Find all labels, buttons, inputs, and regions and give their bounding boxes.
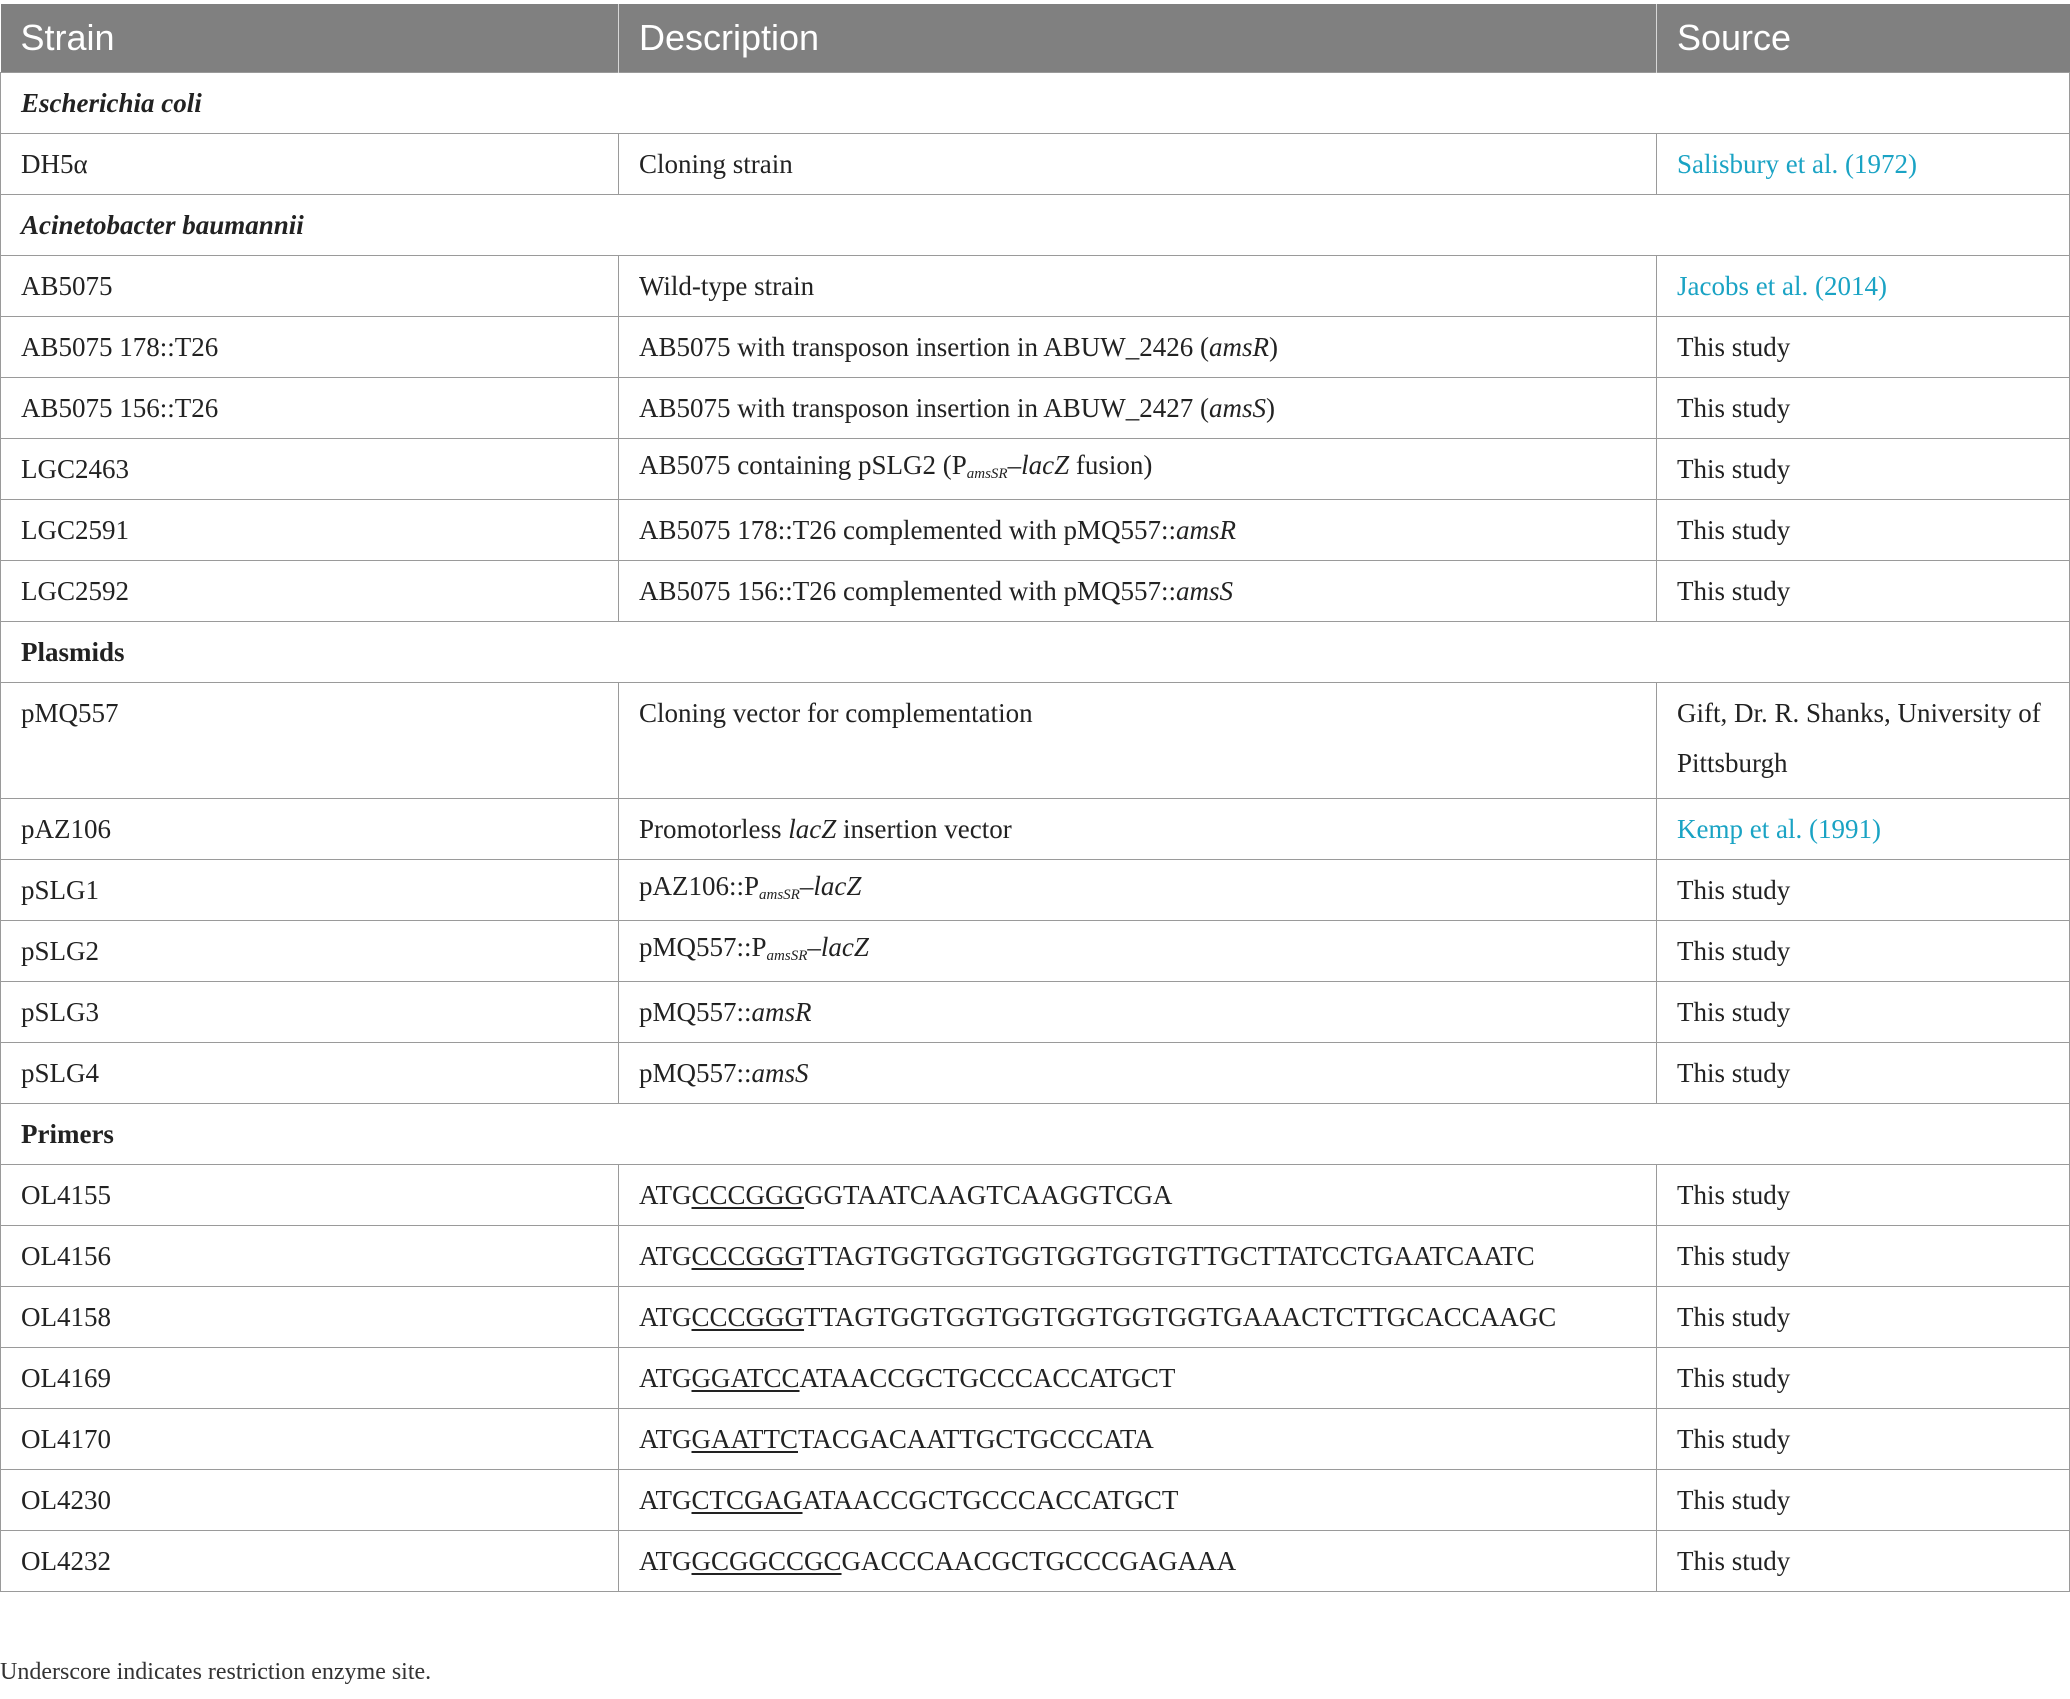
sequence-prefix: ATG <box>639 1241 692 1271</box>
strain-cell: LGC2591 <box>1 500 619 561</box>
section-row-abaumannii <box>1 195 2070 256</box>
table-row <box>1 860 2070 921</box>
sequence-suffix: ATAACCGCTGCCCACCATGCT <box>799 1363 1176 1393</box>
sequence-cell <box>619 1470 1657 1531</box>
description-cell <box>619 982 1657 1043</box>
section-title: Acinetobacter baumannii <box>1 195 2070 256</box>
table-row <box>1 134 2070 195</box>
sequence-suffix: TACGACAATTGCTGCCCATA <box>798 1424 1154 1454</box>
source-cell: This study <box>1657 1165 2070 1226</box>
section-title: Primers <box>1 1104 2070 1165</box>
source-cell: This study <box>1657 1348 2070 1409</box>
section-row-ecoli <box>1 73 2070 134</box>
description-cell <box>619 317 1657 378</box>
source-cell: This study <box>1657 982 2070 1043</box>
table-row <box>1 1226 2070 1287</box>
description-cell <box>619 439 1657 500</box>
source-cell: This study <box>1657 1531 2070 1592</box>
table-row <box>1 256 2070 317</box>
sequence-cell <box>619 1409 1657 1470</box>
source-cell: This study <box>1657 1287 2070 1348</box>
description-cell <box>619 860 1657 921</box>
table-row <box>1 799 2070 860</box>
strain-cell: pAZ106 <box>1 799 619 860</box>
gene-name: amsS <box>751 1058 809 1088</box>
source-cell: Gift, Dr. R. Shanks, University of Pittsburgh <box>1657 683 2070 799</box>
restriction-site: CCCGGG <box>691 1180 805 1210</box>
gene-name: amsS <box>1208 393 1266 423</box>
gene-name: lacZ <box>1021 449 1070 480</box>
sequence-prefix: ATG <box>639 1485 692 1515</box>
header-description: Description <box>619 4 1657 73</box>
table-row <box>1 982 2070 1043</box>
description-text: AB5075 156::T26 complemented with pMQ557:: <box>639 576 1176 606</box>
description-text: ) <box>1268 332 1278 362</box>
dash: – <box>799 870 814 901</box>
restriction-site: CTCGAG <box>691 1485 803 1515</box>
description-cell <box>619 378 1657 439</box>
gene-name: amsS <box>1175 576 1233 606</box>
restriction-site: CCCGGG <box>691 1302 805 1332</box>
source-cell: This study <box>1657 860 2070 921</box>
restriction-site: GCGGCCGC <box>691 1546 842 1576</box>
strain-cell: pSLG4 <box>1 1043 619 1104</box>
description-text: Promotorless <box>639 814 789 844</box>
source-cell: This study <box>1657 378 2070 439</box>
description-cell <box>619 799 1657 860</box>
sequence-suffix: TTAGTGGTGGTGGTGGTGGTGGTGAAACTCTTGCACCAAGC <box>804 1302 1557 1332</box>
table-row <box>1 1287 2070 1348</box>
table-row <box>1 378 2070 439</box>
strain-cell: OL4155 <box>1 1165 619 1226</box>
strain-cell: OL4169 <box>1 1348 619 1409</box>
dash: – <box>807 931 821 962</box>
description-cell: Cloning vector for complementation <box>619 683 1657 799</box>
section-title: Plasmids <box>1 622 2070 683</box>
restriction-site: GAATTC <box>691 1424 798 1454</box>
table-row <box>1 1531 2070 1592</box>
header-source: Source <box>1657 4 2070 73</box>
gene-name: lacZ <box>820 931 869 962</box>
source-cell: This study <box>1657 439 2070 500</box>
description-text: ) <box>1266 393 1275 423</box>
section-row-primers <box>1 1104 2070 1165</box>
sequence-prefix: ATG <box>639 1363 692 1393</box>
strain-cell: AB5075 178::T26 <box>1 317 619 378</box>
description-cell: Cloning strain <box>619 134 1657 195</box>
strain-cell: pSLG3 <box>1 982 619 1043</box>
promoter-subscript: amsSR <box>966 465 1008 482</box>
description-text: AB5075 178::T26 complemented with pMQ557:: <box>639 515 1176 545</box>
sequence-cell <box>619 1165 1657 1226</box>
gene-name: amsR <box>1175 515 1236 545</box>
table-row <box>1 921 2070 982</box>
description-cell <box>619 500 1657 561</box>
promoter-subscript: amsSR <box>759 886 800 903</box>
sequence-suffix: ATAACCGCTGCCCACCATGCT <box>802 1485 1179 1515</box>
strains-table <box>0 4 2070 1592</box>
source-cell: This study <box>1657 1409 2070 1470</box>
table-row <box>1 1165 2070 1226</box>
description-text: pMQ557:: <box>639 997 752 1027</box>
source-cell: This study <box>1657 317 2070 378</box>
description-text: AB5075 containing pSLG2 (P <box>639 449 967 480</box>
sequence-prefix: ATG <box>639 1424 692 1454</box>
strain-cell: pSLG1 <box>1 860 619 921</box>
restriction-site: CCCGGG <box>691 1241 805 1271</box>
source-cell <box>1657 799 2070 860</box>
sequence-suffix: TTAGTGGTGGTGGTGGTGGTGTTGCTTATCCTGAATCAATC <box>804 1241 1535 1271</box>
sequence-prefix: ATG <box>639 1302 692 1332</box>
sequence-cell <box>619 1348 1657 1409</box>
description-text: insertion vector <box>836 814 1012 844</box>
strain-cell: OL4232 <box>1 1531 619 1592</box>
table-row <box>1 1470 2070 1531</box>
strain-cell: pSLG2 <box>1 921 619 982</box>
description-text: pAZ106::P <box>639 870 760 901</box>
gene-name: amsR <box>751 997 812 1027</box>
source-cell: This study <box>1657 1470 2070 1531</box>
description-text: AB5075 with transposon insertion in ABUW_2427 ( <box>639 393 1209 423</box>
strain-cell: LGC2592 <box>1 561 619 622</box>
sequence-prefix: ATG <box>639 1180 692 1210</box>
citation-link[interactable]: Salisbury et al. (1972) <box>1677 149 1917 179</box>
header-strain: Strain <box>1 4 619 73</box>
source-cell: This study <box>1657 921 2070 982</box>
table-row <box>1 683 2070 799</box>
source-cell: This study <box>1657 1226 2070 1287</box>
description-text: pMQ557:: <box>639 1058 752 1088</box>
strain-cell: OL4230 <box>1 1470 619 1531</box>
section-title: Escherichia coli <box>1 73 2070 134</box>
gene-name: lacZ <box>813 870 862 901</box>
description-cell <box>619 1043 1657 1104</box>
sequence-suffix: GGTAATCAAGTCAAGGTCGA <box>804 1180 1173 1210</box>
table-row <box>1 1043 2070 1104</box>
description-cell <box>619 561 1657 622</box>
description-text: AB5075 with transposon insertion in ABUW_2426 ( <box>639 332 1209 362</box>
sequence-cell <box>619 1287 1657 1348</box>
strain-cell: OL4170 <box>1 1409 619 1470</box>
description-cell <box>619 921 1657 982</box>
table-footnote: Underscore indicates restriction enzyme site. <box>0 1659 432 1685</box>
strain-cell: OL4156 <box>1 1226 619 1287</box>
table-row <box>1 561 2070 622</box>
description-text: pMQ557::P <box>639 931 767 962</box>
strain-cell: AB5075 <box>1 256 619 317</box>
section-row-plasmids <box>1 622 2070 683</box>
strain-cell: OL4158 <box>1 1287 619 1348</box>
strain-cell: AB5075 156::T26 <box>1 378 619 439</box>
table-row <box>1 439 2070 500</box>
source-cell <box>1657 134 2070 195</box>
source-cell <box>1657 256 2070 317</box>
sequence-suffix: GACCCAACGCTGCCCGAGAAA <box>841 1546 1237 1576</box>
description-cell: Wild-type strain <box>619 256 1657 317</box>
strain-cell: pMQ557 <box>1 683 619 799</box>
strain-cell: DH5α <box>1 134 619 195</box>
source-cell: This study <box>1657 561 2070 622</box>
gene-name: lacZ <box>788 814 837 844</box>
table-row <box>1 1409 2070 1470</box>
table-row <box>1 500 2070 561</box>
table-row <box>1 1348 2070 1409</box>
citation-link[interactable]: Jacobs et al. (2014) <box>1677 271 1887 301</box>
dash: – <box>1007 449 1022 480</box>
sequence-cell <box>619 1531 1657 1592</box>
header-row <box>1 4 2070 73</box>
sequence-cell <box>619 1226 1657 1287</box>
promoter-subscript: amsSR <box>766 947 808 964</box>
description-text: fusion) <box>1069 449 1153 480</box>
restriction-site: GGATCC <box>691 1363 800 1393</box>
strain-cell: LGC2463 <box>1 439 619 500</box>
source-cell: This study <box>1657 1043 2070 1104</box>
gene-name: amsR <box>1208 332 1269 362</box>
table-row <box>1 317 2070 378</box>
sequence-prefix: ATG <box>639 1546 692 1576</box>
source-cell: This study <box>1657 500 2070 561</box>
citation-link[interactable]: Kemp et al. (1991) <box>1677 814 1881 844</box>
